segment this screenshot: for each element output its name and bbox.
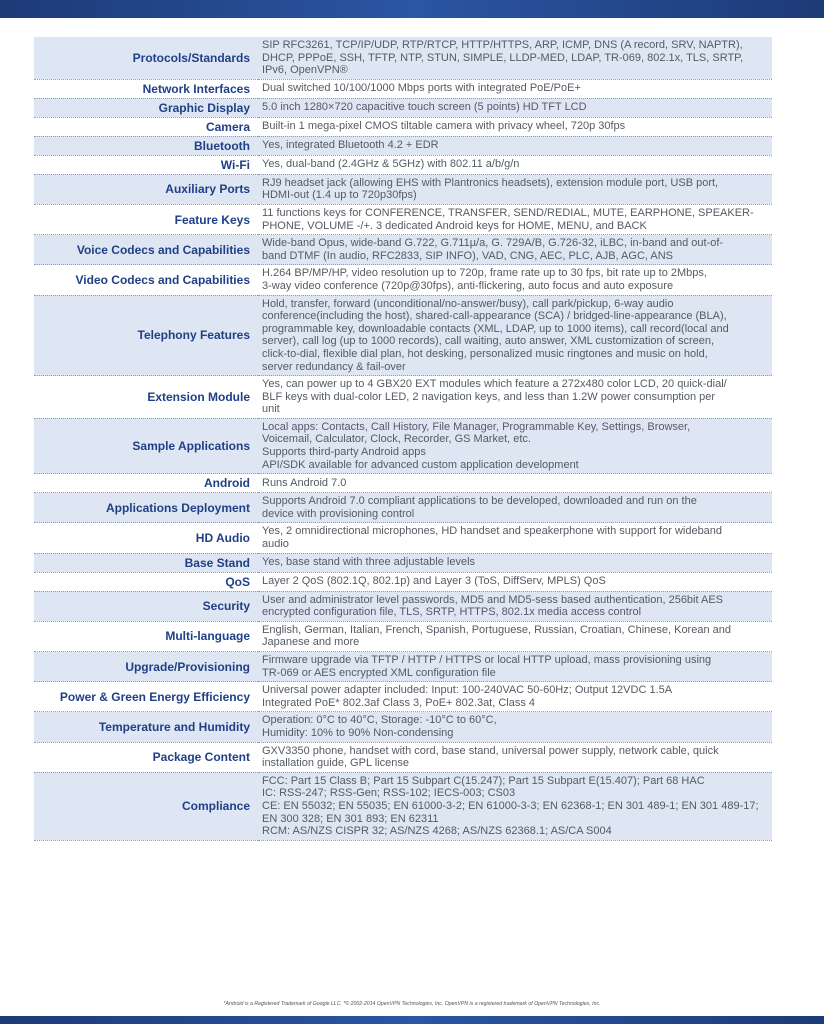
spec-label: Camera [34, 117, 258, 136]
spec-row [34, 493, 772, 523]
spec-label: Auxiliary Ports [34, 174, 258, 204]
spec-row [34, 376, 772, 419]
spec-value: H.264 BP/MP/HP, video resolution up to 720p, frame rate up to 30 fps, bit rate up to 2Mbps, 3-way video conference (720p@30fps), anti-flickering, auto focus and auto exposure [258, 265, 772, 295]
spec-row [34, 37, 772, 79]
spec-label: Package Content [34, 742, 258, 772]
spec-value: RJ9 headset jack (allowing EHS with Plantronics headsets), extension module port, USB port, HDMI-out (1.4 up to 720p30fps) [258, 174, 772, 204]
spec-row [34, 79, 772, 98]
spec-label: HD Audio [34, 523, 258, 553]
spec-value: 11 functions keys for CONFERENCE, TRANSFER, SEND/REDIAL, MUTE, EARPHONE, SPEAKER- PHONE, VOLUME -/+. 3 dedicated Android keys for HOME, MENU, and BACK [258, 204, 772, 234]
spec-value: Local apps: Contacts, Call History, File Manager, Programmable Key, Settings, Browser, Voicemail, Calculator, Clock, Recorder, GS Market, etc. Supports third-party Android apps API/SDK available for advanced custom application development [258, 418, 772, 473]
spec-row [34, 235, 772, 265]
spec-label: Security [34, 591, 258, 621]
spec-value: Hold, transfer, forward (unconditional/no-answer/busy), call park/pickup, 6-way audio conference(including the host), shared-call-appearance (SCA) / bridged-line-appearance (BLA), programmable key, downloadable contacts (XML, LDAP, up to 1000 items), call record(local and server), call log (up to 1000 records), call waiting, auto answer, XML customization of screen, click-to-dial, flexible dial plan, hot desking, personalized music ringtones and music on hold, server redundancy & fail-over [258, 295, 772, 376]
spec-label: Power & Green Energy Efficiency [34, 682, 258, 712]
spec-value: Yes, 2 omnidirectional microphones, HD handset and speakerphone with support for wideband audio [258, 523, 772, 553]
spec-label: Upgrade/Provisioning [34, 652, 258, 682]
spec-row [34, 553, 772, 572]
spec-label: Telephony Features [34, 295, 258, 376]
spec-row [34, 117, 772, 136]
spec-label: Extension Module [34, 376, 258, 419]
spec-label: Voice Codecs and Capabilities [34, 235, 258, 265]
spec-label: Multi-language [34, 621, 258, 651]
spec-row [34, 136, 772, 155]
spec-row [34, 265, 772, 295]
spec-row [34, 712, 772, 742]
spec-label: Wi-Fi [34, 155, 258, 174]
spec-row [34, 174, 772, 204]
spec-label: Sample Applications [34, 418, 258, 473]
spec-row [34, 572, 772, 591]
spec-row [34, 418, 772, 473]
bottom-decorative-band [0, 1016, 824, 1024]
spec-value: Yes, base stand with three adjustable levels [258, 553, 772, 572]
spec-value: Universal power adapter included: Input: 100-240VAC 50-60Hz; Output 12VDC 1.5A Integrated PoE* 802.3af Class 3, PoE+ 802.3at, Class 4 [258, 682, 772, 712]
spec-value: Runs Android 7.0 [258, 474, 772, 493]
spec-row [34, 295, 772, 376]
spec-value: Dual switched 10/100/1000 Mbps ports with integrated PoE/PoE+ [258, 79, 772, 98]
spec-value: Wide-band Opus, wide-band G.722, G.711µ/a, G. 729A/B, G.726-32, iLBC, in-band and out-of- band DTMF (In audio, RFC2833, SIP INFO), VAD, CNG, AEC, PLC, AJB, AGC, ANS [258, 235, 772, 265]
specifications-table [34, 37, 772, 841]
spec-row [34, 204, 772, 234]
spec-row [34, 523, 772, 553]
spec-row [34, 682, 772, 712]
spec-label: QoS [34, 572, 258, 591]
spec-value: Operation: 0°C to 40°C, Storage: -10°C to 60°C, Humidity: 10% to 90% Non-condensing [258, 712, 772, 742]
spec-label: Video Codecs and Capabilities [34, 265, 258, 295]
spec-row [34, 591, 772, 621]
spec-label: Applications Deployment [34, 493, 258, 523]
spec-row [34, 621, 772, 651]
spec-row [34, 474, 772, 493]
spec-value: User and administrator level passwords, MD5 and MD5-sess based authentication, 256bit AES encrypted configuration file, TLS, SRTP, HTTPS, 802.1x media access control [258, 591, 772, 621]
spec-row [34, 155, 772, 174]
spec-value: Yes, integrated Bluetooth 4.2 + EDR [258, 136, 772, 155]
spec-value: English, German, Italian, French, Spanish, Portuguese, Russian, Croatian, Chinese, Korean and Japanese and more [258, 621, 772, 651]
spec-value: SIP RFC3261, TCP/IP/UDP, RTP/RTCP, HTTP/HTTPS, ARP, ICMP, DNS (A record, SRV, NAPTR), DHCP, PPPoE, SSH, TFTP, NTP, STUN, SIMPLE, LLDP-MED, LDAP, TR-069, 802.1x, TLS, SRTP, IPv6, OpenVPN® [258, 37, 772, 79]
spec-row [34, 652, 772, 682]
top-decorative-band [0, 0, 824, 18]
spec-label: Feature Keys [34, 204, 258, 234]
spec-value: Built-in 1 mega-pixel CMOS tiltable camera with privacy wheel, 720p 30fps [258, 117, 772, 136]
spec-value: Yes, can power up to 4 GBX20 EXT modules which feature a 272x480 color LCD, 20 quick-dial/ BLF keys with dual-color LED, 2 navigation keys, and less than 1.2W power consumption per unit [258, 376, 772, 419]
trademark-footnote: *Android is a Registered Trademark of Google LLC. *© 2002-2014 OpenVPN Technologies, Inc. OpenVPN is a registered trademark of OpenVPN Technologies, Inc. [223, 1001, 601, 1007]
spec-value: Yes, dual-band (2.4GHz & 5GHz) with 802.11 a/b/g/n [258, 155, 772, 174]
spec-row [34, 98, 772, 117]
spec-label: Bluetooth [34, 136, 258, 155]
spec-label: Compliance [34, 772, 258, 840]
spec-value: FCC: Part 15 Class B; Part 15 Subpart C(15.247); Part 15 Subpart E(15.407); Part 68 HAC IC: RSS-247; RSS-Gen; RSS-102; IECS-003; CS03 CE: EN 55032; EN 55035; EN 61000-3-2; EN 61000-3-3; EN 62368-1; EN 301 489-1; EN 301 489-17; EN 300 328; EN 301 893; EN 62311 RCM: AS/NZS CISPR 32; AS/NZS 4268; AS/NZS 62368.1; AS/CA S004 [258, 772, 772, 840]
spec-value: Supports Android 7.0 compliant applications to be developed, downloaded and run on the device with provisioning control [258, 493, 772, 523]
spec-label: Android [34, 474, 258, 493]
spec-value: Firmware upgrade via TFTP / HTTP / HTTPS or local HTTP upload, mass provisioning using TR-069 or AES encrypted XML configuration file [258, 652, 772, 682]
spec-row [34, 742, 772, 772]
spec-value: 5.0 inch 1280×720 capacitive touch screen (5 points) HD TFT LCD [258, 98, 772, 117]
spec-label: Network Interfaces [34, 79, 258, 98]
spec-label: Base Stand [34, 553, 258, 572]
spec-label: Temperature and Humidity [34, 712, 258, 742]
spec-value: Layer 2 QoS (802.1Q, 802.1p) and Layer 3 (ToS, DiffServ, MPLS) QoS [258, 572, 772, 591]
spec-label: Graphic Display [34, 98, 258, 117]
spec-value: GXV3350 phone, handset with cord, base stand, universal power supply, network cable, quick installation guide, GPL license [258, 742, 772, 772]
spec-row [34, 772, 772, 840]
spec-label: Protocols/Standards [34, 37, 258, 79]
